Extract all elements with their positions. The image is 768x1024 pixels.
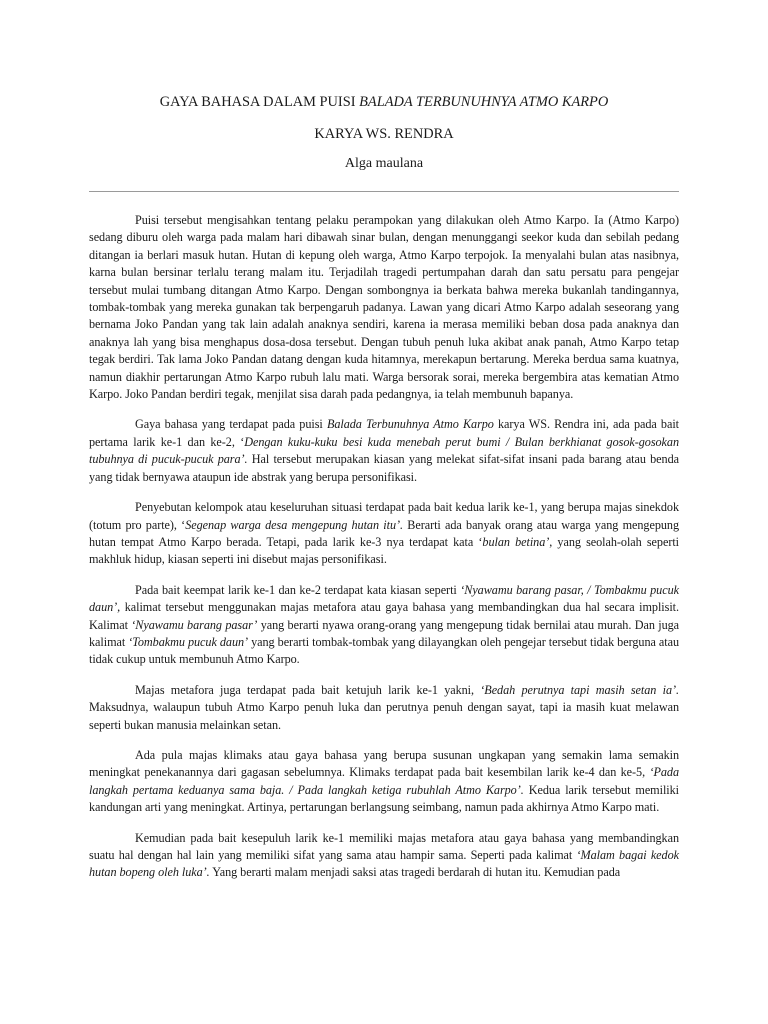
paragraph-1 <box>89 212 679 403</box>
paragraph-text: Ada pula majas klimaks atau gaya bahasa yang berupa susunan ungkapan yang semakin lama semakin meningkat penekanannya dari gagasan sebelumnya. Klimaks terdapat pada bait kesembilan larik ke-4 dan ke-5, <box>89 747 679 780</box>
paragraph-3 <box>89 499 679 569</box>
paragraph-italic: bulan betina’ <box>482 534 550 549</box>
paragraph-6 <box>89 747 679 817</box>
paragraph-text: Hal tersebut merupakan kiasan yang melekat sifat-sifat insani pada barang atau benda yang tidak bernyawa ataupun ide abstrak yang berupa personifikasi. <box>89 452 679 484</box>
document-title <box>89 0 679 111</box>
paragraph-italic: ‘Nyawamu barang pasar, / Tombakmu pucuk daun’, <box>89 582 679 615</box>
title-plain: GAYA BAHASA DALAM PUISI <box>159 94 360 110</box>
document-body <box>89 212 679 882</box>
paragraph-text: yang berarti nyawa orang-orang yang mengepung tidak bernilai atau murah. Dan juga kalimat <box>89 617 680 649</box>
paragraph-italic: ‘Tombakmu pucuk daun’ <box>128 634 249 649</box>
paragraph-text: Berarti ada banyak orang atau warga yang mengepung hutan tempat Atmo Karpo berada. Tetapi, pada larik ke-3 nya terdapat kata ‘ <box>89 517 680 549</box>
paragraph-5 <box>89 682 679 734</box>
paragraph-text: Puisi tersebut mengisahkan tentang pelaku perampokan yang dilakukan oleh Atmo Karpo. Ia (Atmo Karpo) sedang diburu oleh warga pada malam hari dibawah sinar bulan, dengan menunggangi seekor kuda dan sebilah pedang ditangan ia berlari masuk hutan. Hutan di kepung oleh warga, Atmo Karpo terpojok. Ia menyalahi bulan atas nasibnya, karna bulan bersinar terlalu terang malam itu. Terjadilah tragedi pertumpahan darah dan satu persatu para pengejar tersebut mulai tumbang ditangan Atmo Karpo. Dengan sombongnya ia berkata bahwa mereka bukanlah tandingannya, tombak-tombak yang mereka gunakan tak berpengaruh padanya. Lawan yang dicari Atmo Karpo adalah seseorang yang bernama Joko Pandan yang tak lain adalah anaknya sendiri, karena ia merasa memiliki beban dosa pada anaknya dan anaknya lah yang bisa menghapus dosa-dosa tersebut. Dengan tubuh penuh luka akibat anak panah, Atmo Karpo tetap tegak berdiri. Tak lama Joko Pandan datang dengan kuda hitamnya, merekapun bertarung. Mereka berdua sama kuatnya, namun diakhir pertarungan Atmo Karpo rubuh lalu mati. Warga bersorak sorai, mereka bergembira atas kematian Atmo Karpo. Joko Pandan berdiri tegak, menjilat sisa darah pada pedangnya, ia telah membunuh bapanya. <box>89 213 679 402</box>
paragraph-italic: ‘Malam bagai kedok hutan bopeng oleh luka’. <box>89 848 679 880</box>
paragraph-italic: ‘Pada langkah pertama keduanya sama baja. / Pada langkah ketiga rubuhlah Atmo Karpo’. <box>89 765 679 797</box>
document-subtitle: KARYA WS. RENDRA <box>314 126 454 142</box>
paragraph-text: Majas metafora juga terdapat pada bait ketujuh larik ke-1 yakni, <box>135 682 481 697</box>
paragraph-text: Yang berarti malam menjadi saksi atas tragedi berdarah di hutan itu. Kemudian pada <box>209 865 621 880</box>
paragraph-italic: ‘Nyawamu barang pasar’ <box>131 617 258 632</box>
paragraph-text: kalimat tersebut menggunakan majas metafora atau gaya bahasa yang membandingkan dua hal secara implisit. Kalimat <box>89 600 679 632</box>
paragraph-italic: ‘Bedah perutnya tapi masih setan ia’. <box>480 682 679 697</box>
paragraph-text: Kedua larik tersebut memiliki kandungan arti yang meningkat. Artinya, pertarungan berlangsung seimbang, namun pada akhirnya Atmo Karpo mati. <box>89 782 679 815</box>
paragraph-7 <box>89 830 679 882</box>
paragraph-text: Penyebutan kelompok atau keseluruhan situasi terdapat pada bait kedua larik ke-1, yang berupa majas sinekdok (totum pro parte), ‘ <box>89 500 679 532</box>
paragraph-italic: Segenap warga desa mengepung hutan itu’. <box>185 517 403 532</box>
paragraph-text: Pada bait keempat larik ke-1 dan ke-2 terdapat kata kiasan seperti <box>135 582 461 597</box>
paragraph-text: , yang seolah-olah seperti makhluk hidup, kiasan seperti ini disebut majas personifikasi. <box>89 534 680 567</box>
paragraph-text: Kemudian pada bait kesepuluh larik ke-1 memiliki majas metafora atau gaya bahasa yang membandingkan suatu hal dengan hal lain yang memiliki sifat yang sama atau hampir sama. Seperti pada kalimat <box>89 830 679 862</box>
paragraph-text: Maksudnya, walaupun tubuh Atmo Karpo penuh luka dan perutnya penuh dengan sayat, tapi ia masih kuat melawan seperti bukan manusia melainkan setan. <box>89 700 679 732</box>
title-divider <box>89 191 679 192</box>
paragraph-4 <box>89 582 679 669</box>
paragraph-2 <box>89 416 679 486</box>
paragraph-text: Gaya bahasa yang terdapat pada puisi <box>135 417 327 432</box>
paragraph-italic: Dengan kuku-kuku besi kuda menebah perut bumi / Bulan berkhianat gosok-gosokan tubuhnya di pucuk-pucuk para’. <box>89 434 680 467</box>
title-italic: BALADA TERBUNUHNYA ATMO KARPO <box>359 94 609 110</box>
paragraph-text: yang berarti tombak-tombak yang dilayangkan oleh pengejar tersebut tidak berguna atau tidak cukup untuk membunuh Atmo Karpo. <box>89 634 680 667</box>
paragraph-italic: Balada Terbunuhnya Atmo Karpo <box>326 417 494 432</box>
paragraph-text: karya WS. Rendra ini, ada pada bait pertama larik ke-1 dan ke-2, ‘ <box>89 417 679 449</box>
author-name: Alga maulana <box>344 156 424 171</box>
